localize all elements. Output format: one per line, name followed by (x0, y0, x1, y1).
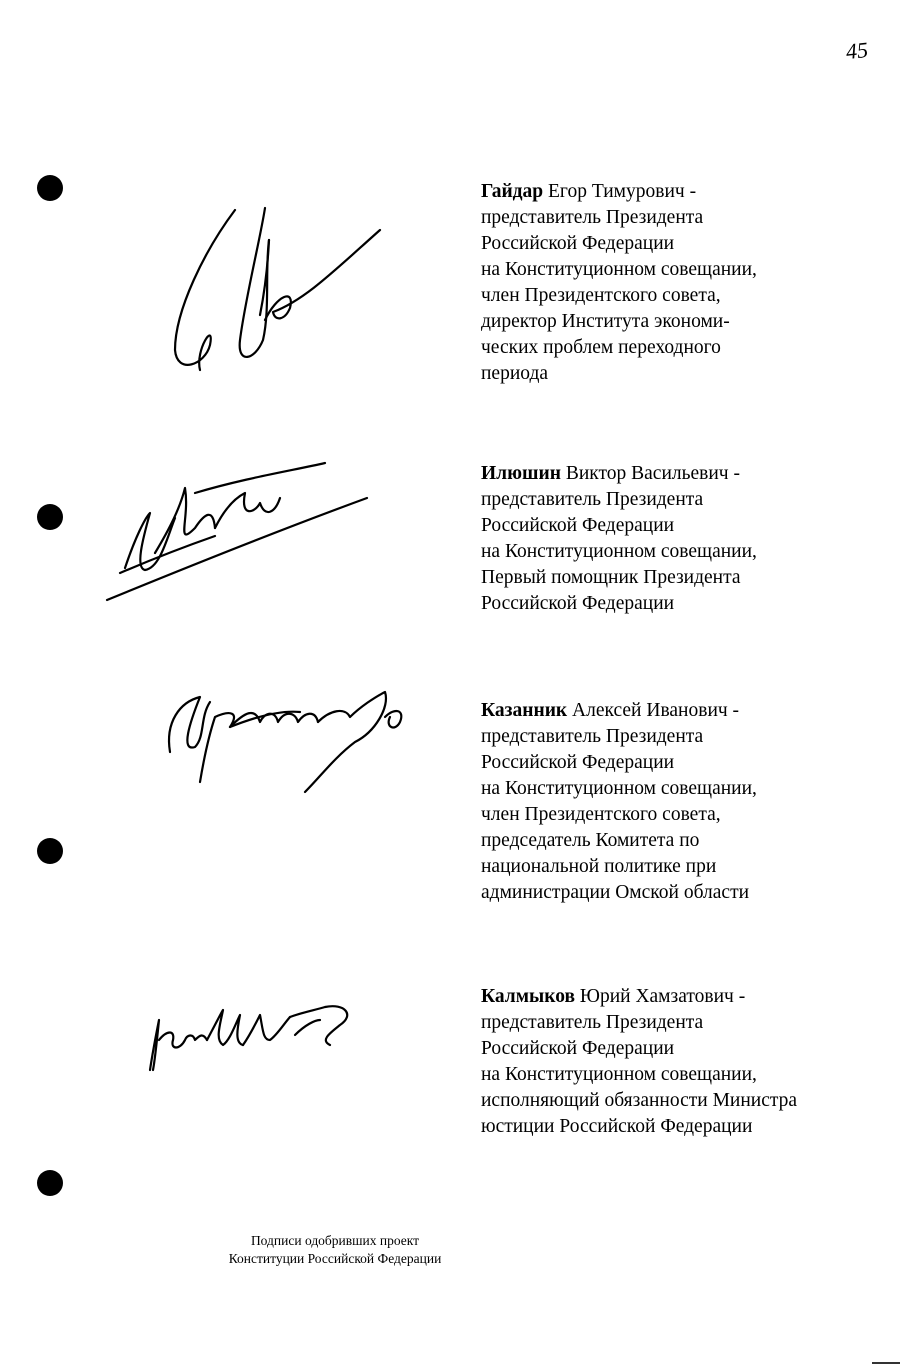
signatory-title-line: на Конституционном совещании, (481, 1064, 757, 1085)
signatory-name-rest: Алексей Иванович - (572, 700, 740, 721)
signatory-block-gaidar (481, 179, 881, 387)
signatory-title-line: на Конституционном совещании, (481, 541, 757, 562)
signature-ilyushin (105, 458, 375, 608)
punch-hole (37, 175, 63, 201)
signatory-block-kalmykov (481, 984, 881, 1140)
signatory-name-rest: Юрий Хамзатович - (579, 986, 746, 1007)
signature-gaidar (165, 200, 390, 375)
signatory-title-line: на Конституционном совещании, (481, 259, 757, 280)
signatory-surname: Калмыков (481, 986, 576, 1007)
footer-caption (150, 1232, 520, 1268)
signatory-name-rest: Егор Тимурович - (548, 181, 697, 202)
signatory-title-line: периода (481, 363, 549, 384)
scan-edge-mark (872, 1362, 900, 1364)
signatory-surname: Казанник (481, 700, 568, 721)
page-number: 45 (844, 36, 870, 65)
signatory-surname: Гайдар (481, 181, 544, 202)
signatory-block-kazannik (481, 698, 881, 906)
signatory-name-rest: Виктор Васильевич - (565, 463, 740, 484)
signatory-title-line: национальной политике при (481, 856, 717, 877)
signatory-title-line: Российской Федерации (481, 752, 675, 773)
signatory-surname: Илюшин (481, 463, 561, 484)
signatory-name-line (481, 984, 881, 1010)
signatory-title-line: Российской Федерации (481, 1038, 675, 1059)
signatory-name-line (481, 698, 881, 724)
signatory-title-line: член Президентского совета, (481, 804, 721, 825)
signatory-title-line: администрации Омской области (481, 882, 750, 903)
signatory-title-line: член Президентского совета, (481, 285, 721, 306)
footer-caption-line: Конституции Российской Федерации (228, 1251, 442, 1266)
signature-kazannik (160, 682, 415, 797)
signatory-title-line: ческих проблем переходного (481, 337, 721, 358)
signatory-title-line: представитель Президента (481, 489, 704, 510)
signatory-title-line: на Конституционном совещании, (481, 778, 757, 799)
signatory-block-ilyushin (481, 461, 881, 617)
punch-hole (37, 838, 63, 864)
signatory-title-line: Российской Федерации (481, 593, 675, 614)
signature-kalmykov (145, 995, 360, 1075)
punch-hole (37, 1170, 63, 1196)
signatory-title-line: Российской Федерации (481, 233, 675, 254)
signatory-title-line: представитель Президента (481, 726, 704, 747)
signatory-name-line (481, 179, 881, 205)
signatory-title-line: представитель Президента (481, 207, 704, 228)
signatory-title-line: председатель Комитета по (481, 830, 700, 851)
punch-hole (37, 504, 63, 530)
signatory-title-line: директор Института экономи- (481, 311, 730, 332)
signatory-title-line: юстиции Российской Федерации (481, 1116, 753, 1137)
signatory-title-line: представитель Президента (481, 1012, 704, 1033)
signatory-name-line (481, 461, 881, 487)
footer-caption-line: Подписи одобривших проект (250, 1233, 420, 1248)
signatory-title-line: исполняющий обязанности Министра (481, 1090, 798, 1111)
signatory-title-line: Первый помощник Президента (481, 567, 741, 588)
signatory-title-line: Российской Федерации (481, 515, 675, 536)
